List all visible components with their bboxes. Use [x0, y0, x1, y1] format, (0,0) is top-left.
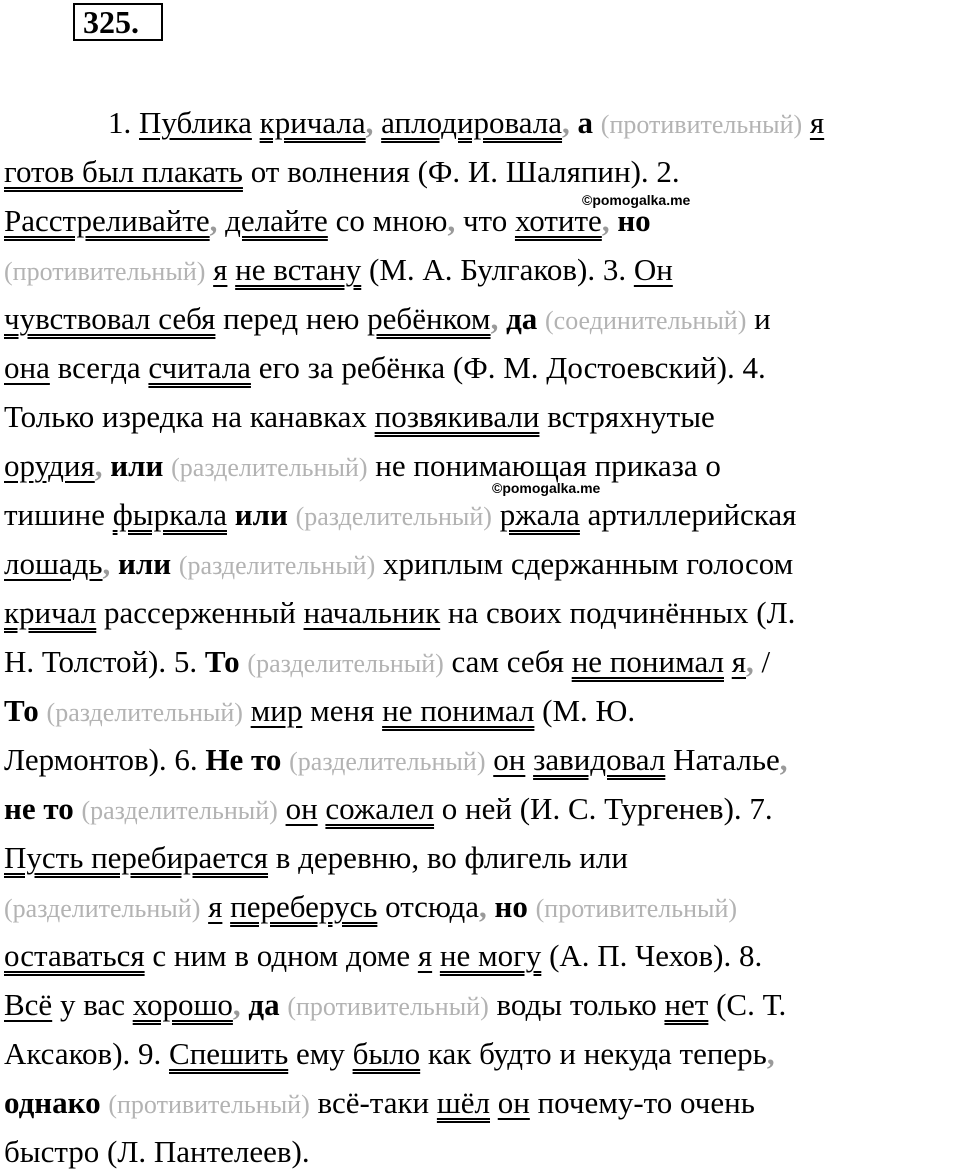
predicate-underline: позвякивали [374, 399, 540, 434]
predicate-underline: готов был плакать [4, 154, 243, 189]
text-run: почему-то очень [529, 1085, 755, 1120]
text-run: на своих подчинённых (Л. [440, 595, 796, 630]
text-run: о ней (И. С. Тургенев). 7. [434, 791, 773, 826]
conjunction-type-label: (разделительный) [46, 698, 243, 727]
text-run [163, 448, 171, 483]
conjunction-type-label: (разделительный) [289, 747, 486, 776]
subject-underline: Публика [139, 105, 252, 140]
subject-underline: я [417, 938, 433, 973]
text-run [278, 791, 286, 826]
text-line [4, 147, 958, 196]
text-line [4, 588, 958, 637]
conjunction: да [248, 987, 280, 1022]
text-run: воды только [488, 987, 665, 1022]
predicate-underline: фыркала [112, 497, 227, 532]
text-run [724, 644, 732, 679]
text-line [4, 1078, 958, 1127]
text-line [4, 490, 958, 539]
predicate-underline: не понимал [571, 644, 724, 679]
conjunction-type-label: (разделительный) [4, 894, 201, 923]
predicate-underline: Расстреливайте [4, 203, 210, 238]
text-run [528, 889, 536, 924]
text-run [200, 889, 208, 924]
text-run [110, 546, 118, 581]
text-run: всё-таки [309, 1085, 437, 1120]
conjunction: не то [4, 791, 74, 826]
conjunction: да [506, 301, 538, 336]
text-run: у вас [52, 987, 133, 1022]
text-run [490, 1085, 498, 1120]
text-run: рассерженный [96, 595, 304, 630]
text-run: встряхнутые [539, 399, 715, 434]
predicate-underline: ребёнком [367, 301, 491, 336]
predicate-underline: не встану [235, 252, 362, 287]
subject-underline: лошадь [4, 546, 103, 581]
subject-underline: он [285, 791, 318, 826]
conjunction: но [617, 203, 651, 238]
subject-underline: он [497, 1085, 530, 1120]
text-run [570, 105, 578, 140]
text-run [217, 203, 225, 238]
comma-mark: , [562, 105, 570, 140]
text-run [205, 252, 213, 287]
predicate-underline: ржала [499, 497, 580, 532]
conjunction-type-label: (противительный) [600, 110, 803, 139]
predicate-underline: было [352, 1036, 421, 1071]
text-run: Только изредка на канавках [4, 399, 375, 434]
text-run [288, 497, 296, 532]
text-run: как будто и некуда теперь [420, 1036, 767, 1071]
text-run [373, 105, 381, 140]
predicate-underline: Спешить [169, 1036, 289, 1071]
text-run: (А. П. Чехов). 8. [541, 938, 763, 973]
text-run: от волнения (Ф. И. Шаляпин). 2. [242, 154, 680, 189]
text-run [243, 693, 251, 728]
text-run [593, 105, 601, 140]
subject-underline: он [493, 742, 526, 777]
text-run: меня [302, 693, 383, 728]
predicate-underline: не могу [439, 938, 542, 973]
text-run [487, 889, 495, 924]
comma-mark: , [601, 203, 610, 238]
predicate-underline: переберусь [230, 889, 378, 924]
text-run [537, 301, 545, 336]
subject-underline: она [4, 350, 50, 385]
text-line [4, 245, 958, 294]
subject-underline: я [809, 105, 825, 140]
text-run [492, 497, 500, 532]
text-run: (М. Ю. [534, 693, 636, 728]
predicate-underline: нет [664, 987, 709, 1022]
watermark: ©pomogalka.me [492, 480, 601, 496]
conjunction: а [577, 105, 594, 140]
text-run [432, 938, 440, 973]
text-line [4, 1127, 958, 1176]
subject-underline: орудия [4, 448, 95, 483]
predicate-underline: хотите [514, 203, 602, 238]
text-run [171, 546, 179, 581]
subject-underline: я [208, 889, 223, 924]
text-run: со мною [327, 203, 448, 238]
subject-underline: я [731, 644, 746, 679]
conjunction-type-label: (противительный) [287, 992, 489, 1021]
text-run [525, 742, 533, 777]
text-run: не понимающая приказа о [367, 448, 721, 483]
subject-underline: мир [250, 693, 303, 728]
text-run [227, 497, 235, 532]
text-run [222, 889, 230, 924]
conjunction-type-label: (разделительный) [171, 453, 368, 482]
predicate-underline: кричала [259, 105, 366, 140]
text-run: 1. [108, 105, 139, 140]
conjunction: или [234, 497, 288, 532]
task-number: 325. [73, 3, 163, 41]
text-run: тишине [4, 497, 113, 532]
text-run: быстро (Л. Пантелеев). [4, 1134, 310, 1169]
text-line [4, 196, 958, 245]
text-line [4, 637, 958, 686]
predicate-underline: аплодировала [381, 105, 563, 140]
conjunction: Не то [205, 742, 282, 777]
predicate-underline: делайте [225, 203, 328, 238]
conjunction-type-label: (противительный) [4, 257, 206, 286]
exercise-text [4, 98, 958, 1176]
comma-mark: , [232, 987, 241, 1022]
comma-mark: , [479, 889, 487, 924]
conjunction-type-label: (противительный) [535, 894, 738, 923]
predicate-underline: шёл [436, 1085, 490, 1120]
text-run: хриплым сдержанным голосом [375, 546, 794, 581]
conjunction: но [494, 889, 528, 924]
text-run: (М. А. Булгаков). 3. [361, 252, 634, 287]
comma-mark: , [365, 105, 374, 140]
comma-mark: , [102, 546, 111, 581]
comma-mark: , [209, 203, 218, 238]
text-run: с ним в одном доме [144, 938, 418, 973]
comma-mark: , [779, 742, 788, 777]
text-run [39, 693, 47, 728]
text-line [4, 98, 958, 147]
text-run [281, 742, 289, 777]
text-run: артиллерийская [579, 497, 797, 532]
text-run: ему [288, 1036, 353, 1071]
conjunction: То [204, 644, 240, 679]
text-run [802, 105, 810, 140]
text-run: что [455, 203, 515, 238]
predicate-underline: сожалел [325, 791, 435, 826]
text-run: всегда [49, 350, 149, 385]
text-line [4, 441, 958, 490]
text-run [498, 301, 506, 336]
conjunction: однако [4, 1085, 101, 1120]
text-line [4, 784, 958, 833]
text-line [4, 686, 958, 735]
text-run: / [753, 644, 771, 679]
text-run: в деревню, во флигель или [268, 840, 628, 875]
conjunction-type-label: (разделительный) [178, 551, 376, 580]
text-run: Н. Толстой). 5. [4, 644, 205, 679]
comma-mark: , [746, 644, 754, 679]
watermark: ©pomogalka.me [582, 192, 691, 208]
text-run: Аксаков). 9. [4, 1036, 170, 1071]
text-line [4, 833, 958, 882]
subject-underline: начальник [303, 595, 441, 630]
text-line [4, 539, 958, 588]
conjunction: или [118, 546, 172, 581]
comma-mark: , [447, 203, 456, 238]
comma-mark: , [490, 301, 499, 336]
subject-underline: Всё [4, 987, 53, 1022]
conjunction-type-label: (соединительный) [545, 306, 747, 335]
text-run: и [746, 301, 771, 336]
subject-underline: я [213, 252, 228, 287]
text-run: сам себя [443, 644, 572, 679]
conjunction-type-label: (разделительный) [247, 649, 444, 678]
predicate-underline: Пусть перебирается [4, 840, 269, 875]
conjunction-type-label: (разделительный) [81, 796, 278, 825]
text-run: его за ребёнка (Ф. М. Достоевский). 4. [250, 350, 766, 385]
predicate-underline: хорошо [132, 987, 233, 1022]
text-run: Наталье [665, 742, 780, 777]
text-run: отсюда [377, 889, 480, 924]
predicate-underline: кричал [4, 595, 97, 630]
conjunction-type-label: (противительный) [108, 1090, 310, 1119]
predicate-underline: завидовал [533, 742, 666, 777]
text-run: перед нею [215, 301, 368, 336]
text-line [4, 980, 958, 1029]
conjunction-type-label: (разделительный) [295, 502, 492, 531]
text-line [4, 882, 958, 931]
text-line [4, 931, 958, 980]
text-line [4, 294, 958, 343]
text-run: Лермонтов). 6. [4, 742, 206, 777]
predicate-underline: считала [148, 350, 251, 385]
comma-mark: , [766, 1036, 775, 1071]
conjunction: То [4, 693, 39, 728]
text-line [4, 1029, 958, 1078]
predicate-underline: оставаться [4, 938, 145, 973]
conjunction: или [110, 448, 164, 483]
text-line [4, 735, 958, 784]
text-run [227, 252, 235, 287]
predicate-underline: чувствовал себя [4, 301, 216, 336]
predicate-underline: не понимал [382, 693, 535, 728]
text-run: (С. Т. [708, 987, 787, 1022]
text-run [252, 105, 260, 140]
subject-underline: Он [633, 252, 673, 287]
text-line [4, 392, 958, 441]
text-line [4, 343, 958, 392]
comma-mark: , [94, 448, 103, 483]
